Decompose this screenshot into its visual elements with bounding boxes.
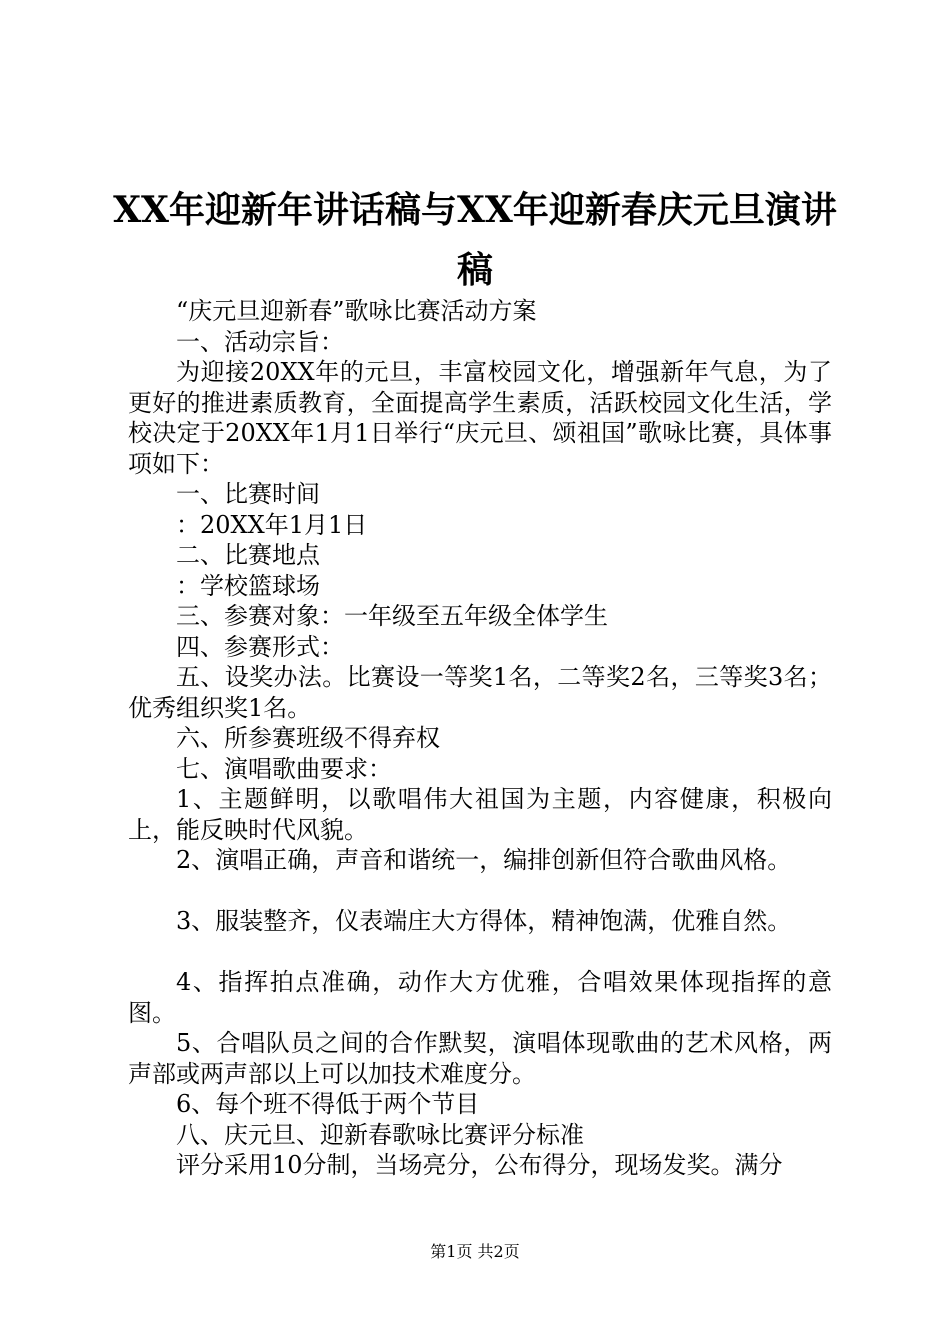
page-footer: 第1页 共2页 [430, 1242, 520, 1261]
document-body [128, 296, 832, 1181]
paragraph-requirement-3: 3、服装整齐，仪表端庄大方得体，精神饱满，优雅自然。 [176, 907, 792, 935]
paragraph-no-forfeit: 六、所参赛班级不得弃权 [176, 724, 440, 752]
paragraph-requirement-5: 5、合唱队员之间的合作默契，演唱体现歌曲的艺术风格，两声部或两声部以上可以加技术难度分。 [128, 1029, 832, 1088]
paragraph-requirement-1: 1、主题鲜明，以歌唱伟大祖国为主题，内容健康，积极向上，能反映时代风貌。 [128, 785, 832, 844]
paragraph-participants: 三、参赛对象：一年级至五年级全体学生 [176, 602, 608, 630]
paragraph-heading-purpose: 一、活动宗旨： [176, 327, 344, 356]
paragraph-purpose-text: 为迎接20XX年的元旦，丰富校园文化，增强新年气息，为了更好的推进素质教育，全面提高学生素质，活跃校园文化生活，学校决定于20XX年1月1日举行“庆元旦、颂祖国”歌咏比赛，具体事项如下： [128, 358, 832, 478]
paragraph-time-value: ：20XX年1月1日 [176, 510, 368, 539]
paragraph-location-value: ：学校篮球场 [176, 571, 320, 600]
paragraph-scoring-text: 评分采用10分制，当场亮分，公布得分，现场发奖。满分 [176, 1151, 783, 1179]
paragraph-requirement-2: 2、演唱正确，声音和谐统一，编排创新但符合歌曲风格。 [176, 846, 792, 874]
paragraph-requirement-6: 6、每个班不得低于两个节目 [176, 1090, 480, 1118]
paragraph-awards: 五、设奖办法。比赛设一等奖1名，二等奖2名，三等奖3名；优秀组织奖1名。 [128, 663, 832, 722]
paragraph-heading-location: 二、比赛地点 [176, 541, 320, 569]
paragraph-requirement-4: 4、指挥拍点准确，动作大方优雅，合唱效果体现指挥的意图。 [128, 968, 832, 1027]
paragraph-heading-scoring: 八、庆元旦、迎新春歌咏比赛评分标准 [176, 1120, 584, 1149]
paragraph-heading-song-requirements: 七、演唱歌曲要求： [176, 754, 392, 783]
document-title: XX年迎新年讲话稿与XX年迎新春庆元旦演讲稿 [113, 189, 837, 291]
paragraph-format: 四、参赛形式： [176, 632, 344, 661]
paragraph-subtitle: “庆元旦迎新春”歌咏比赛活动方案 [176, 297, 537, 325]
paragraph-heading-time: 一、比赛时间 [176, 480, 320, 508]
